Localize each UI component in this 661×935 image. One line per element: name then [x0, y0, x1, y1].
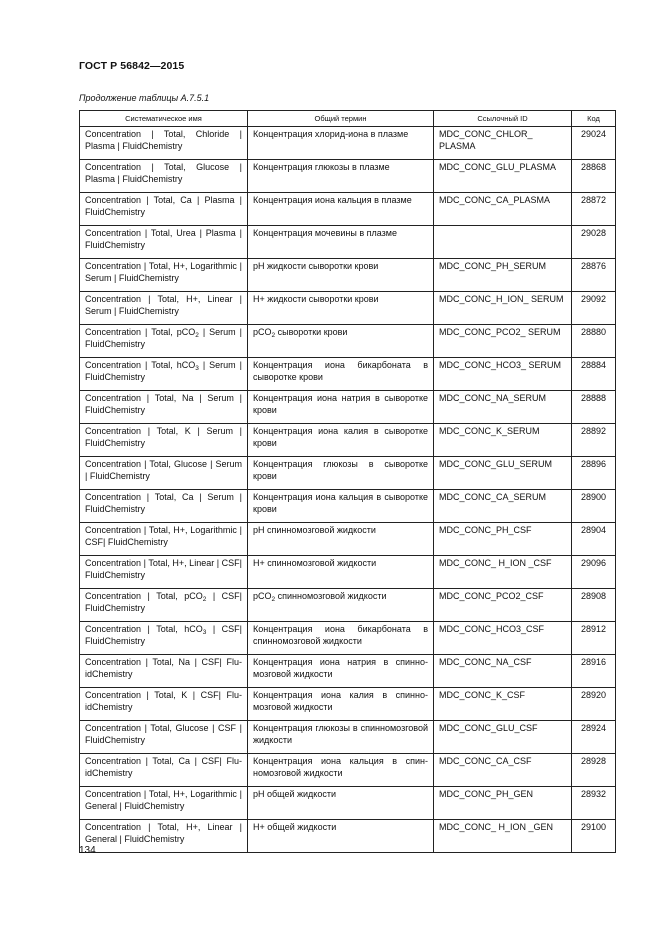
common-term-cell: pH общей жидкости — [248, 787, 434, 820]
table-row — [80, 754, 616, 787]
table-row — [80, 424, 616, 457]
table-row — [80, 622, 616, 655]
systematic-name-cell: Concentration | Total, Glucose | Plasma | FluidChemistry — [80, 160, 248, 193]
code-cell: 29028 — [572, 226, 616, 259]
systematic-name-cell: Concentration | Total, H+, Logarithmic | General | FluidChemistry — [80, 787, 248, 820]
systematic-name-cell: Concentration | Total, pCO$_2$ | Serum | FluidChemistry — [80, 325, 248, 358]
table-row — [80, 325, 616, 358]
table-row — [80, 226, 616, 259]
code-cell: 28932 — [572, 787, 616, 820]
code-cell: 28880 — [572, 325, 616, 358]
table-row — [80, 127, 616, 160]
reference-id-cell: MDC_CONC_CA_PLASMA — [434, 193, 572, 226]
table-row — [80, 391, 616, 424]
code-cell: 28916 — [572, 655, 616, 688]
column-header-systematic-name: Систематическое имя — [80, 111, 248, 127]
common-term-cell: Концентрация иона кальция в спинномозговой жидкости — [248, 754, 434, 787]
reference-id-cell: MDC_CONC_GLU_CSF — [434, 721, 572, 754]
table-row — [80, 556, 616, 589]
systematic-name-cell: Concentration | Total, hCO$_3$ | CSF| FluidChemistry — [80, 622, 248, 655]
systematic-name-cell: Concentration | Total, H+, Linear | Serum | FluidChemistry — [80, 292, 248, 325]
reference-id-cell: MDC_CONC_PH_GEN — [434, 787, 572, 820]
table-row — [80, 259, 616, 292]
reference-id-cell: MDC_CONC_GLU_SERUM — [434, 457, 572, 490]
table-row — [80, 688, 616, 721]
table-row — [80, 523, 616, 556]
code-cell: 29092 — [572, 292, 616, 325]
systematic-name-cell: Concentration | Total, Glucose | CSF | FluidChemistry — [80, 721, 248, 754]
column-header-common-term: Общий термин — [248, 111, 434, 127]
reference-id-cell: MDC_CONC_CHLOR_ PLASMA — [434, 127, 572, 160]
table-row — [80, 457, 616, 490]
common-term-cell: Концентрация иона бикарбоната в сыворотке крови — [248, 358, 434, 391]
systematic-name-cell: Concentration | Total, Na | CSF| FluidChemistry — [80, 655, 248, 688]
reference-id-cell: MDC_CONC_HCO3_ SERUM — [434, 358, 572, 391]
column-header-reference-id: Ссылочный ID — [434, 111, 572, 127]
common-term-cell: Концентрация иона натрия в спинномозговой жидкости — [248, 655, 434, 688]
subscript: 3 — [202, 629, 207, 636]
code-cell: 28892 — [572, 424, 616, 457]
systematic-name-cell: Concentration | Total, H+, Linear | General | FluidChemistry — [80, 820, 248, 853]
common-term-cell: pCO$_2$ спинномозговой жидкости — [248, 589, 434, 622]
code-cell: 28896 — [572, 457, 616, 490]
code-cell: 28908 — [572, 589, 616, 622]
code-cell: 28924 — [572, 721, 616, 754]
table-row — [80, 655, 616, 688]
common-term-cell: Концентрация иона бикарбоната в спинномозговой жидкости — [248, 622, 434, 655]
common-term-cell: Концентрация иона калия в сыворотке крови — [248, 424, 434, 457]
common-term-cell: pH жидкости сыворотки крови — [248, 259, 434, 292]
reference-id-cell: MDC_CONC_K_CSF — [434, 688, 572, 721]
reference-id-cell: MDC_CONC_H_ION_ SERUM — [434, 292, 572, 325]
page-number: 134 — [79, 845, 96, 856]
common-term-cell: Концентрация иона кальция в плазме — [248, 193, 434, 226]
reference-id-cell: MDC_CONC_NA_CSF — [434, 655, 572, 688]
table-row — [80, 193, 616, 226]
code-cell: 28868 — [572, 160, 616, 193]
common-term-cell: Концентрация иона калия в спинномозговой жидкости — [248, 688, 434, 721]
subscript: 3 — [195, 365, 199, 372]
systematic-name-cell: Concentration | Total, hCO$_3$ | Serum | FluidChemistry — [80, 358, 248, 391]
common-term-cell: Концентрация глюкозы в сыворотке крови — [248, 457, 434, 490]
common-term-cell: Концентрация глюкозы в спинномозговой жидкости — [248, 721, 434, 754]
reference-id-cell — [434, 226, 572, 259]
reference-id-cell: MDC_CONC_GLU_PLASMA — [434, 160, 572, 193]
reference-id-cell: MDC_CONC_PCO2_CSF — [434, 589, 572, 622]
common-term-cell: pCO$_2$ сыворотки крови — [248, 325, 434, 358]
table-header-row — [80, 111, 616, 127]
code-cell: 28888 — [572, 391, 616, 424]
subscript: 2 — [195, 332, 199, 339]
table-row — [80, 820, 616, 853]
reference-id-cell: MDC_CONC_K_SERUM — [434, 424, 572, 457]
common-term-cell: Концентрация мочевины в плазме — [248, 226, 434, 259]
reference-id-cell: MDC_CONC_PCO2_ SERUM — [434, 325, 572, 358]
code-cell: 28928 — [572, 754, 616, 787]
systematic-name-cell: Concentration | Total, H+, Logarithmic | CSF| FluidChemistry — [80, 523, 248, 556]
common-term-cell: H+ спинномозговой жидкости — [248, 556, 434, 589]
reference-id-cell: MDC_CONC_NA_SERUM — [434, 391, 572, 424]
table-caption: Продолжение таблицы А.7.5.1 — [79, 93, 210, 103]
code-cell: 28904 — [572, 523, 616, 556]
table-row — [80, 160, 616, 193]
reference-id-cell: MDC_CONC_HCO3_CSF — [434, 622, 572, 655]
common-term-cell: pH спинномозговой жидкости — [248, 523, 434, 556]
table-row — [80, 589, 616, 622]
reference-id-cell: MDC_CONC_ H_ION _GEN — [434, 820, 572, 853]
common-term-cell: H+ жидкости сыворотки крови — [248, 292, 434, 325]
table-row — [80, 721, 616, 754]
systematic-name-cell: Concentration | Total, Ca | Plasma | FluidChemistry — [80, 193, 248, 226]
table-row — [80, 292, 616, 325]
code-cell: 28912 — [572, 622, 616, 655]
systematic-name-cell: Concentration | Total, Na | Serum | FluidChemistry — [80, 391, 248, 424]
subscript: 2 — [271, 596, 276, 603]
systematic-name-cell: Concentration | Total, H+, Logarithmic | Serum | FluidChemistry — [80, 259, 248, 292]
code-cell: 29024 — [572, 127, 616, 160]
reference-id-cell: MDC_CONC_CA_SERUM — [434, 490, 572, 523]
systematic-name-cell: Concentration | Total, Chloride | Plasma | FluidChemistry — [80, 127, 248, 160]
document-header: ГОСТ Р 56842—2015 — [79, 60, 185, 72]
common-term-cell: Концентрация иона кальция в сыворотке крови — [248, 490, 434, 523]
systematic-name-cell: Concentration | Total, K | Serum | FluidChemistry — [80, 424, 248, 457]
column-header-code: Код — [572, 111, 616, 127]
systematic-name-cell: Concentration | Total, Ca | CSF| FluidChemistry — [80, 754, 248, 787]
systematic-name-cell: Concentration | Total, H+, Linear | CSF| FluidChemistry — [80, 556, 248, 589]
code-cell: 28900 — [572, 490, 616, 523]
code-cell: 29100 — [572, 820, 616, 853]
common-term-cell: Концентрация глюкозы в плазме — [248, 160, 434, 193]
systematic-name-cell: Concentration | Total, Glucose | Serum | FluidChemistry — [80, 457, 248, 490]
common-term-cell: H+ общей жидкости — [248, 820, 434, 853]
data-table — [79, 110, 616, 853]
reference-id-cell: MDC_CONC_ H_ION _CSF — [434, 556, 572, 589]
code-cell: 28876 — [572, 259, 616, 292]
subscript: 2 — [271, 332, 276, 339]
code-cell: 28884 — [572, 358, 616, 391]
reference-id-cell: MDC_CONC_PH_SERUM — [434, 259, 572, 292]
reference-id-cell: MDC_CONC_CA_CSF — [434, 754, 572, 787]
table-row — [80, 490, 616, 523]
code-cell: 28920 — [572, 688, 616, 721]
systematic-name-cell: Concentration | Total, Urea | Plasma | FluidChemistry — [80, 226, 248, 259]
reference-id-cell: MDC_CONC_PH_CSF — [434, 523, 572, 556]
code-cell: 29096 — [572, 556, 616, 589]
subscript: 2 — [202, 596, 207, 603]
table-row — [80, 358, 616, 391]
systematic-name-cell: Concentration | Total, K | CSF| FluidChemistry — [80, 688, 248, 721]
common-term-cell: Концентрация иона натрия в сыворотке крови — [248, 391, 434, 424]
common-term-cell: Концентрация хлорид-иона в плазме — [248, 127, 434, 160]
table-row — [80, 787, 616, 820]
systematic-name-cell: Concentration | Total, Ca | Serum | FluidChemistry — [80, 490, 248, 523]
code-cell: 28872 — [572, 193, 616, 226]
systematic-name-cell: Concentration | Total, pCO$_2$ | CSF| FluidChemistry — [80, 589, 248, 622]
